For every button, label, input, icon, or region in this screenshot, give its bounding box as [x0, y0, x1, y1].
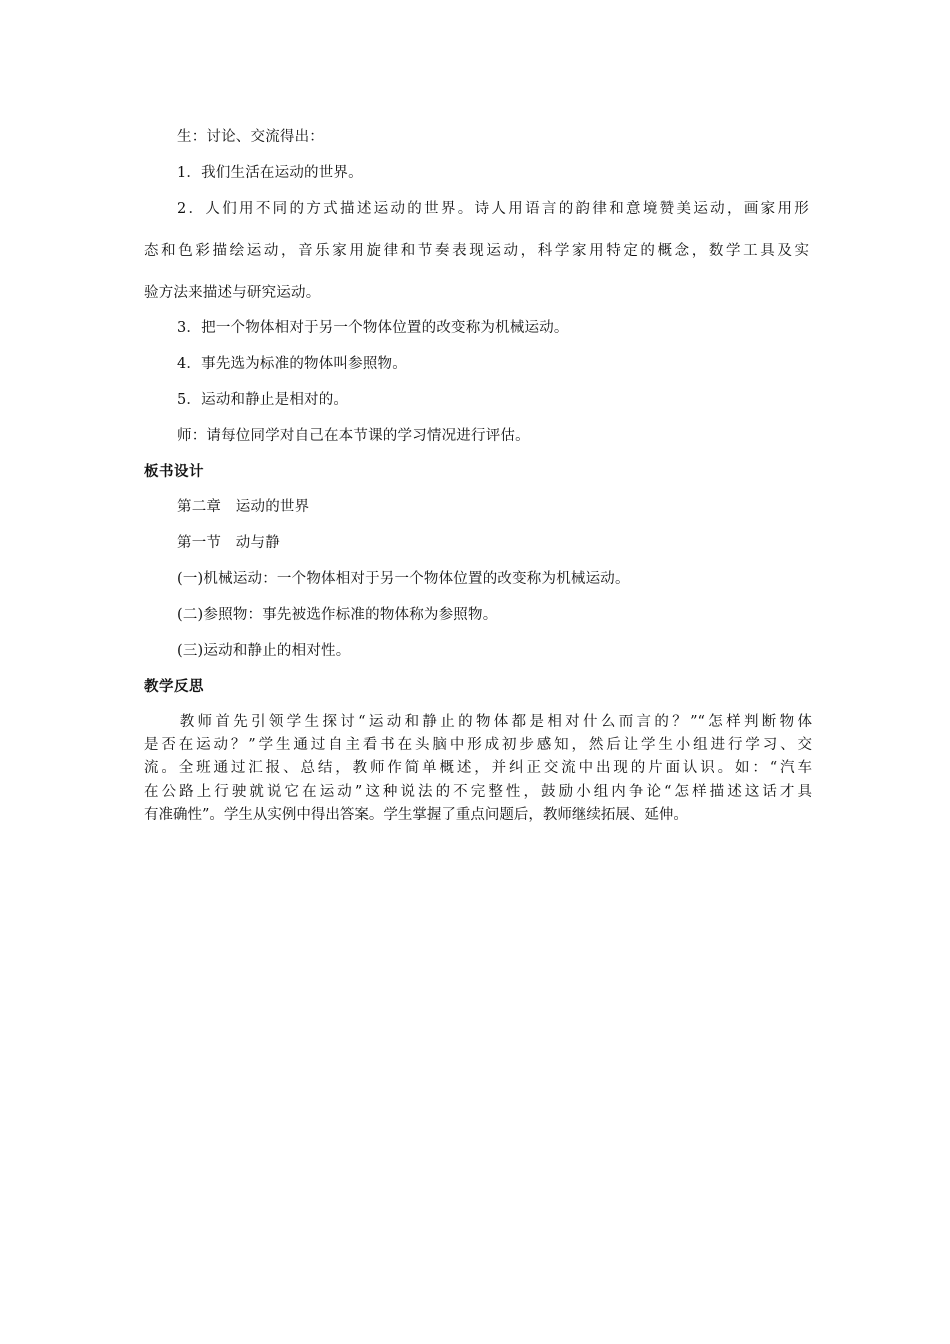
- reflection-paragraph: [144, 711, 812, 827]
- reflection-heading: 教学反思: [144, 679, 204, 695]
- discussion-point-2-line-3: 验方法来描述与研究运动。: [144, 285, 321, 301]
- board-item-3: (三)运动和静止的相对性。: [177, 643, 351, 659]
- reflection-line-5: 有准确性”。学生从实例中得出答案。学生掌握了重点问题后，教师继续拓展、延伸。: [144, 806, 688, 823]
- board-item-2: (二)参照物：事先被选作标准的物体称为参照物。: [177, 607, 498, 623]
- teacher-instruction: 师：请每位同学对自己在本节课的学习情况进行评估。: [177, 428, 530, 444]
- discussion-point-2-line-2: 态和色彩描绘运动，音乐家用旋律和节奏表现运动，科学家用特定的概念，数学工具及实: [144, 243, 809, 259]
- discussion-point-1: 1．我们生活在运动的世界。: [177, 165, 363, 181]
- discussion-point-4: 4．事先选为标准的物体叫参照物。: [177, 356, 407, 372]
- board-item-1: (一)机械运动：一个物体相对于另一个物体位置的改变称为机械运动。: [177, 571, 630, 587]
- discussion-point-3: 3．把一个物体相对于另一个物体位置的改变称为机械运动。: [177, 320, 569, 336]
- reflection-line-1: 教师首先引领学生探讨“运动和静止的物体都是相对什么而言的？”“怎样判断物体: [144, 714, 812, 730]
- discussion-point-5: 5．运动和静止是相对的。: [177, 392, 349, 408]
- discussion-intro: 生：讨论、交流得出：: [177, 129, 324, 145]
- reflection-line-3: 流。全班通过汇报、总结，教师作简单概述，并纠正交流中出现的片面认识。如：“汽车: [144, 760, 812, 777]
- board-chapter: 第二章 运动的世界: [177, 499, 310, 515]
- reflection-line-4: 在公路上行驶就说它在运动”这种说法的不完整性，鼓励小组内争论“怎样描述这话才具: [144, 783, 812, 800]
- discussion-point-2-line-1: 2．人们用不同的方式描述运动的世界。诗人用语言的韵律和意境赞美运动，画家用形: [177, 201, 809, 217]
- board-section: 第一节 动与静: [177, 535, 280, 551]
- board-design-heading: 板书设计: [144, 464, 204, 480]
- reflection-line-2: 是否在运动？”学生通过自主看书在头脑中形成初步感知，然后让学生小组进行学习、交: [144, 737, 812, 754]
